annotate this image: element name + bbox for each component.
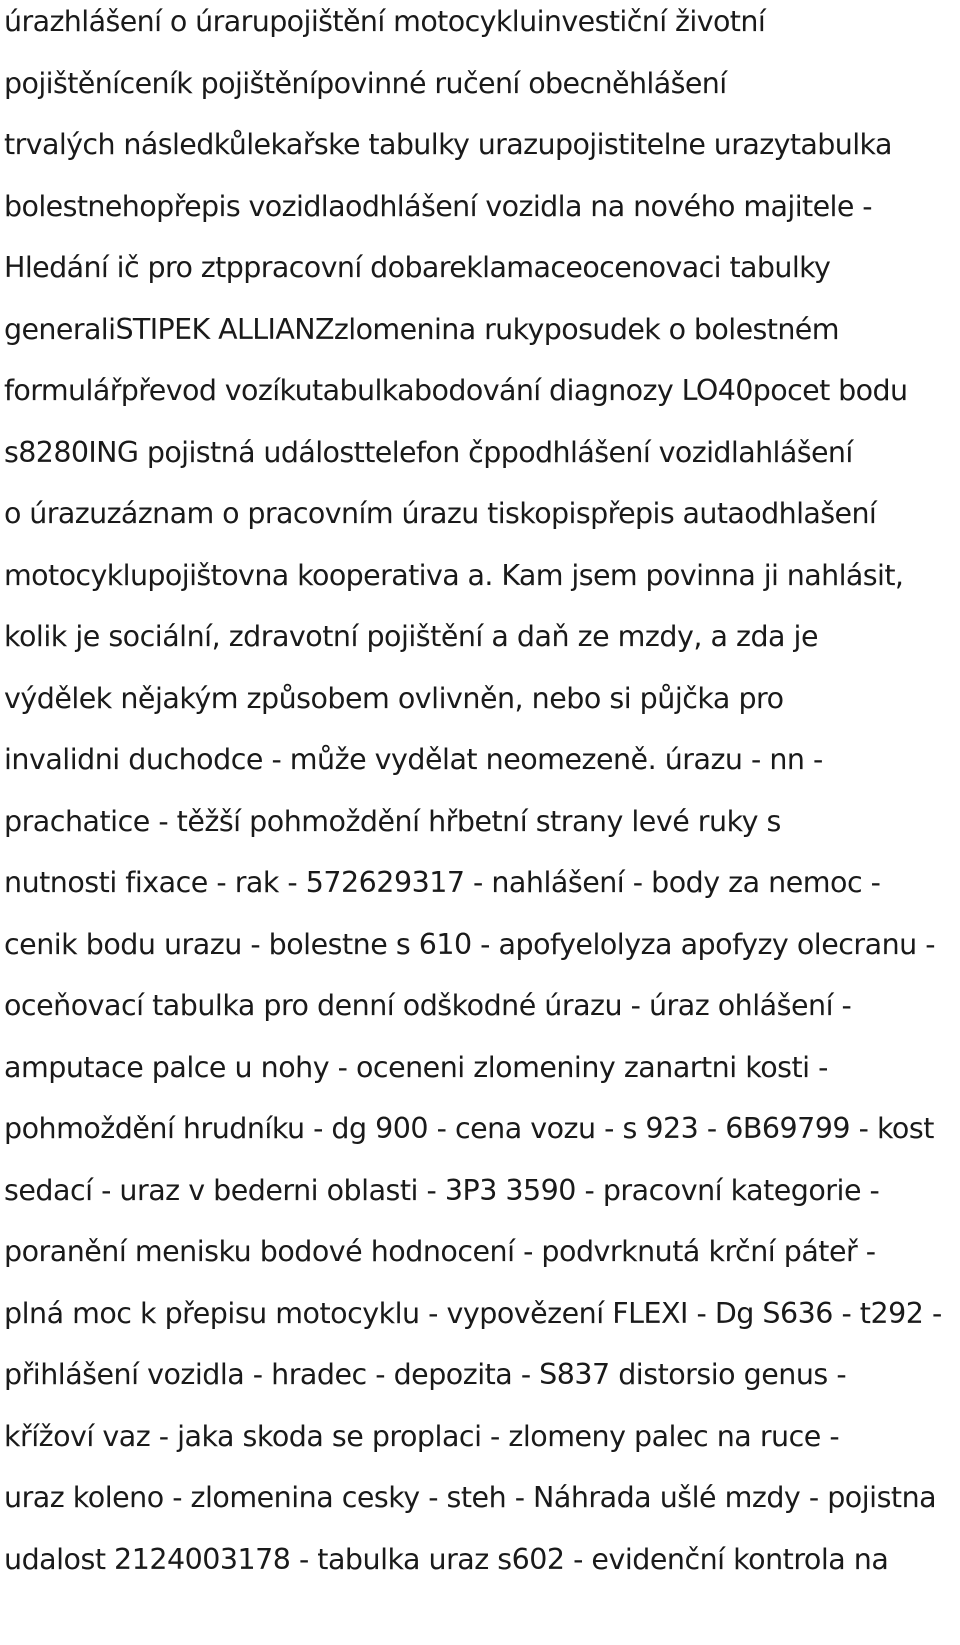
text-line: s8280ING pojistná událosttelefon čppodhlášení vozidlahlášení <box>4 436 853 469</box>
text-line: pojištěníceník pojištěnípovinné ručení obecněhlášení <box>4 67 727 100</box>
text-line: výdělek nějakým způsobem ovlivněn, nebo si půjčka pro <box>4 682 784 715</box>
text-line: trvalých následkůlekařske tabulky urazupojistitelne urazytabulka <box>4 128 892 161</box>
text-line: amputace palce u nohy - oceneni zlomeniny zanartni kosti - <box>4 1051 828 1084</box>
text-line: nutnosti fixace - rak - 572629317 - nahlášení - body za nemoc - <box>4 866 881 899</box>
text-line: invalidni duchodce - může vydělat neomezeně. úrazu - nn - <box>4 743 823 776</box>
text-line: křížoví vaz - jaka skoda se proplaci - zlomeny palec na ruce - <box>4 1420 840 1453</box>
text-line: o úrazuzáznam o pracovním úrazu tiskopispřepis autaodhlašení <box>4 497 877 530</box>
text-line: uraz koleno - zlomenina cesky - steh - Náhrada ušlé mzdy - pojistna <box>4 1481 937 1514</box>
text-line: oceňovací tabulka pro denní odškodné úrazu - úraz ohlášení - <box>4 989 852 1022</box>
text-line: plná moc k přepisu motocyklu - vypovězení FLEXI - Dg S636 - t292 - <box>4 1297 942 1330</box>
text-line: bolestnehopřepis vozidlaodhlášení vozidla na nového majitele - <box>4 190 872 223</box>
text-line: úrazhlášení o úrarupojištění motocykluinvestiční životní <box>4 5 766 38</box>
text-line: přihlášení vozidla - hradec - depozita - S837 distorsio genus - <box>4 1358 847 1391</box>
text-line: sedací - uraz v bederni oblasti - 3P3 3590 - pracovní kategorie - <box>4 1174 880 1207</box>
text-line: generaliSTIPEK ALLIANZzlomenina rukyposudek o bolestném <box>4 313 839 346</box>
text-line: poranění menisku bodové hodnocení - podvrknutá krční páteř - <box>4 1235 876 1268</box>
text-line: kolik je sociální, zdravotní pojištění a daň ze mzdy, a zda je <box>4 620 819 653</box>
text-line: Hledání ič pro ztppracovní dobareklamaceocenovaci tabulky <box>4 251 831 284</box>
text-line: cenik bodu urazu - bolestne s 610 - apofyelolyza apofyzy olecranu - <box>4 928 936 961</box>
text-line: formulářpřevod vozíkutabulkabodování diagnozy LO40pocet bodu <box>4 374 908 407</box>
text-line: pohmoždění hrudníku - dg 900 - cena vozu - s 923 - 6B69799 - kost <box>4 1112 934 1145</box>
text-line: prachatice - těžší pohmoždění hřbetní strany levé ruky s <box>4 805 781 838</box>
text-line: udalost 2124003178 - tabulka uraz s602 - evidenční kontrola na <box>4 1543 889 1576</box>
text-line: motocyklupojištovna kooperativa a. Kam jsem povinna ji nahlásit, <box>4 559 904 592</box>
